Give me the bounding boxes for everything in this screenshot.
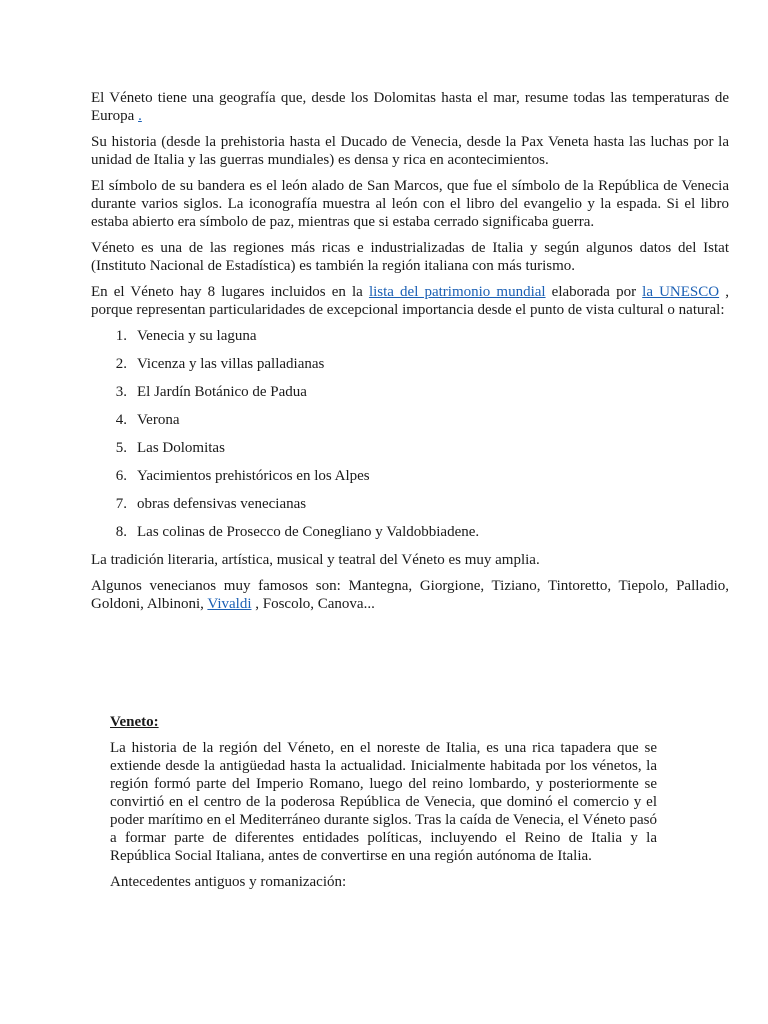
paragraph-unesco-text-b: elaborada por <box>545 284 643 300</box>
list-item-text: El Jardín Botánico de Padua <box>137 384 307 400</box>
paragraph-geografia-text: El Véneto tiene una geografía que, desde los Dolomitas hasta el mar, resume todas las temperaturas de Europa <box>91 90 729 124</box>
list-item-number: 6. <box>115 468 127 484</box>
list-item-text: Yacimientos prehistóricos en los Alpes <box>137 468 370 484</box>
link-patrimonio-mundial[interactable]: lista del patrimonio mundial <box>368 284 546 300</box>
paragraph-historia: Su historia (desde la prehistoria hasta el Ducado de Venecia, desde la Pax Veneta hasta las luchas por la unidad de Italia y las guerras mundiales) es densa y rica en acontecimientos. <box>91 134 729 168</box>
document-body <box>91 89 729 621</box>
section-paragraph-historia: La historia de la región del Véneto, en el noreste de Italia, es una rica tapadera que se extiende desde la antigüedad hasta la actualidad. Inicialmente habitada por los vénetos, la región formó parte del Imperio Romano, luego del reino lombardo, y posteriormente se convirtió en el centro de la poderosa República de Venecia, que dominó el comercio y el poder marítimo en el Mediterráneo durante siglos. Tras la caída de Venecia, el Véneto pasó a formar parte de diferentes entidades políticas, incluyendo el Reino de Italia y la República Social Italiana, antes de convertirse en una región autónoma de Italia. <box>110 740 657 864</box>
paragraph-unesco <box>91 283 729 319</box>
list-item-number: 4. <box>115 412 127 428</box>
heritage-sites-list <box>91 327 729 541</box>
list-item <box>91 327 729 345</box>
list-item <box>91 467 729 485</box>
list-item <box>91 411 729 429</box>
paragraph-economia: Véneto es una de las regiones más ricas e industrializadas de Italia y según algunos datos del Istat (Instituto Nacional de Estadística) es también la región italiana con más turismo. <box>91 240 729 274</box>
section-paragraph-antecedentes: Antecedentes antiguos y romanización: <box>110 874 347 890</box>
section-title: Veneto: <box>110 714 159 730</box>
list-item <box>91 495 729 513</box>
paragraph-unesco-text-c: , porque representan particularidades de excepcional importancia desde el punto de vista cultural o natural: <box>91 284 729 318</box>
paragraph-unesco-text-a: En el Véneto hay 8 lugares incluidos en la <box>91 284 369 300</box>
list-item-text: Vicenza y las villas palladianas <box>137 356 325 372</box>
list-item <box>91 523 729 541</box>
list-item <box>91 355 729 373</box>
list-item-number: 7. <box>115 496 127 512</box>
list-item <box>91 439 729 457</box>
list-item-number: 2. <box>115 356 127 372</box>
list-item <box>91 383 729 401</box>
list-item-number: 3. <box>115 384 127 400</box>
paragraph-venecianos <box>91 577 729 613</box>
list-item-text: obras defensivas venecianas <box>137 496 307 512</box>
list-item-text: Las colinas de Prosecco de Conegliano y Valdobbiadene. <box>137 524 480 540</box>
link-unesco[interactable]: la UNESCO <box>642 284 720 300</box>
veneto-section <box>110 713 657 899</box>
list-item-text: Verona <box>137 412 180 428</box>
paragraph-bandera: El símbolo de su bandera es el león alado de San Marcos, que fue el símbolo de la República de Venecia durante varios siglos. La iconografía muestra al león con el libro del evangelio y la espada. Si el libro estaba abierto era símbolo de paz, mientras que si estaba cerrado significaba guerra. <box>91 178 729 230</box>
link-europa[interactable]: . <box>138 108 142 124</box>
link-vivaldi[interactable]: Vivaldi <box>207 596 252 612</box>
list-item-number: 5. <box>115 440 127 456</box>
list-item-text: Las Dolomitas <box>137 440 225 456</box>
paragraph-tradicion: La tradición literaria, artística, musical y teatral del Véneto es muy amplia. <box>91 552 540 568</box>
list-item-number: 8. <box>115 524 127 540</box>
list-item-text: Venecia y su laguna <box>137 328 257 344</box>
list-item-number: 1. <box>115 328 127 344</box>
paragraph-venecianos-text-b: , Foscolo, Canova... <box>251 596 375 612</box>
paragraph-geografia <box>91 89 729 125</box>
paragraph-venecianos-text-a: Algunos venecianos muy famosos son: Mantegna, Giorgione, Tiziano, Tintoretto, Tiepolo, Palladio, Goldoni, Albinoni, <box>91 578 729 612</box>
